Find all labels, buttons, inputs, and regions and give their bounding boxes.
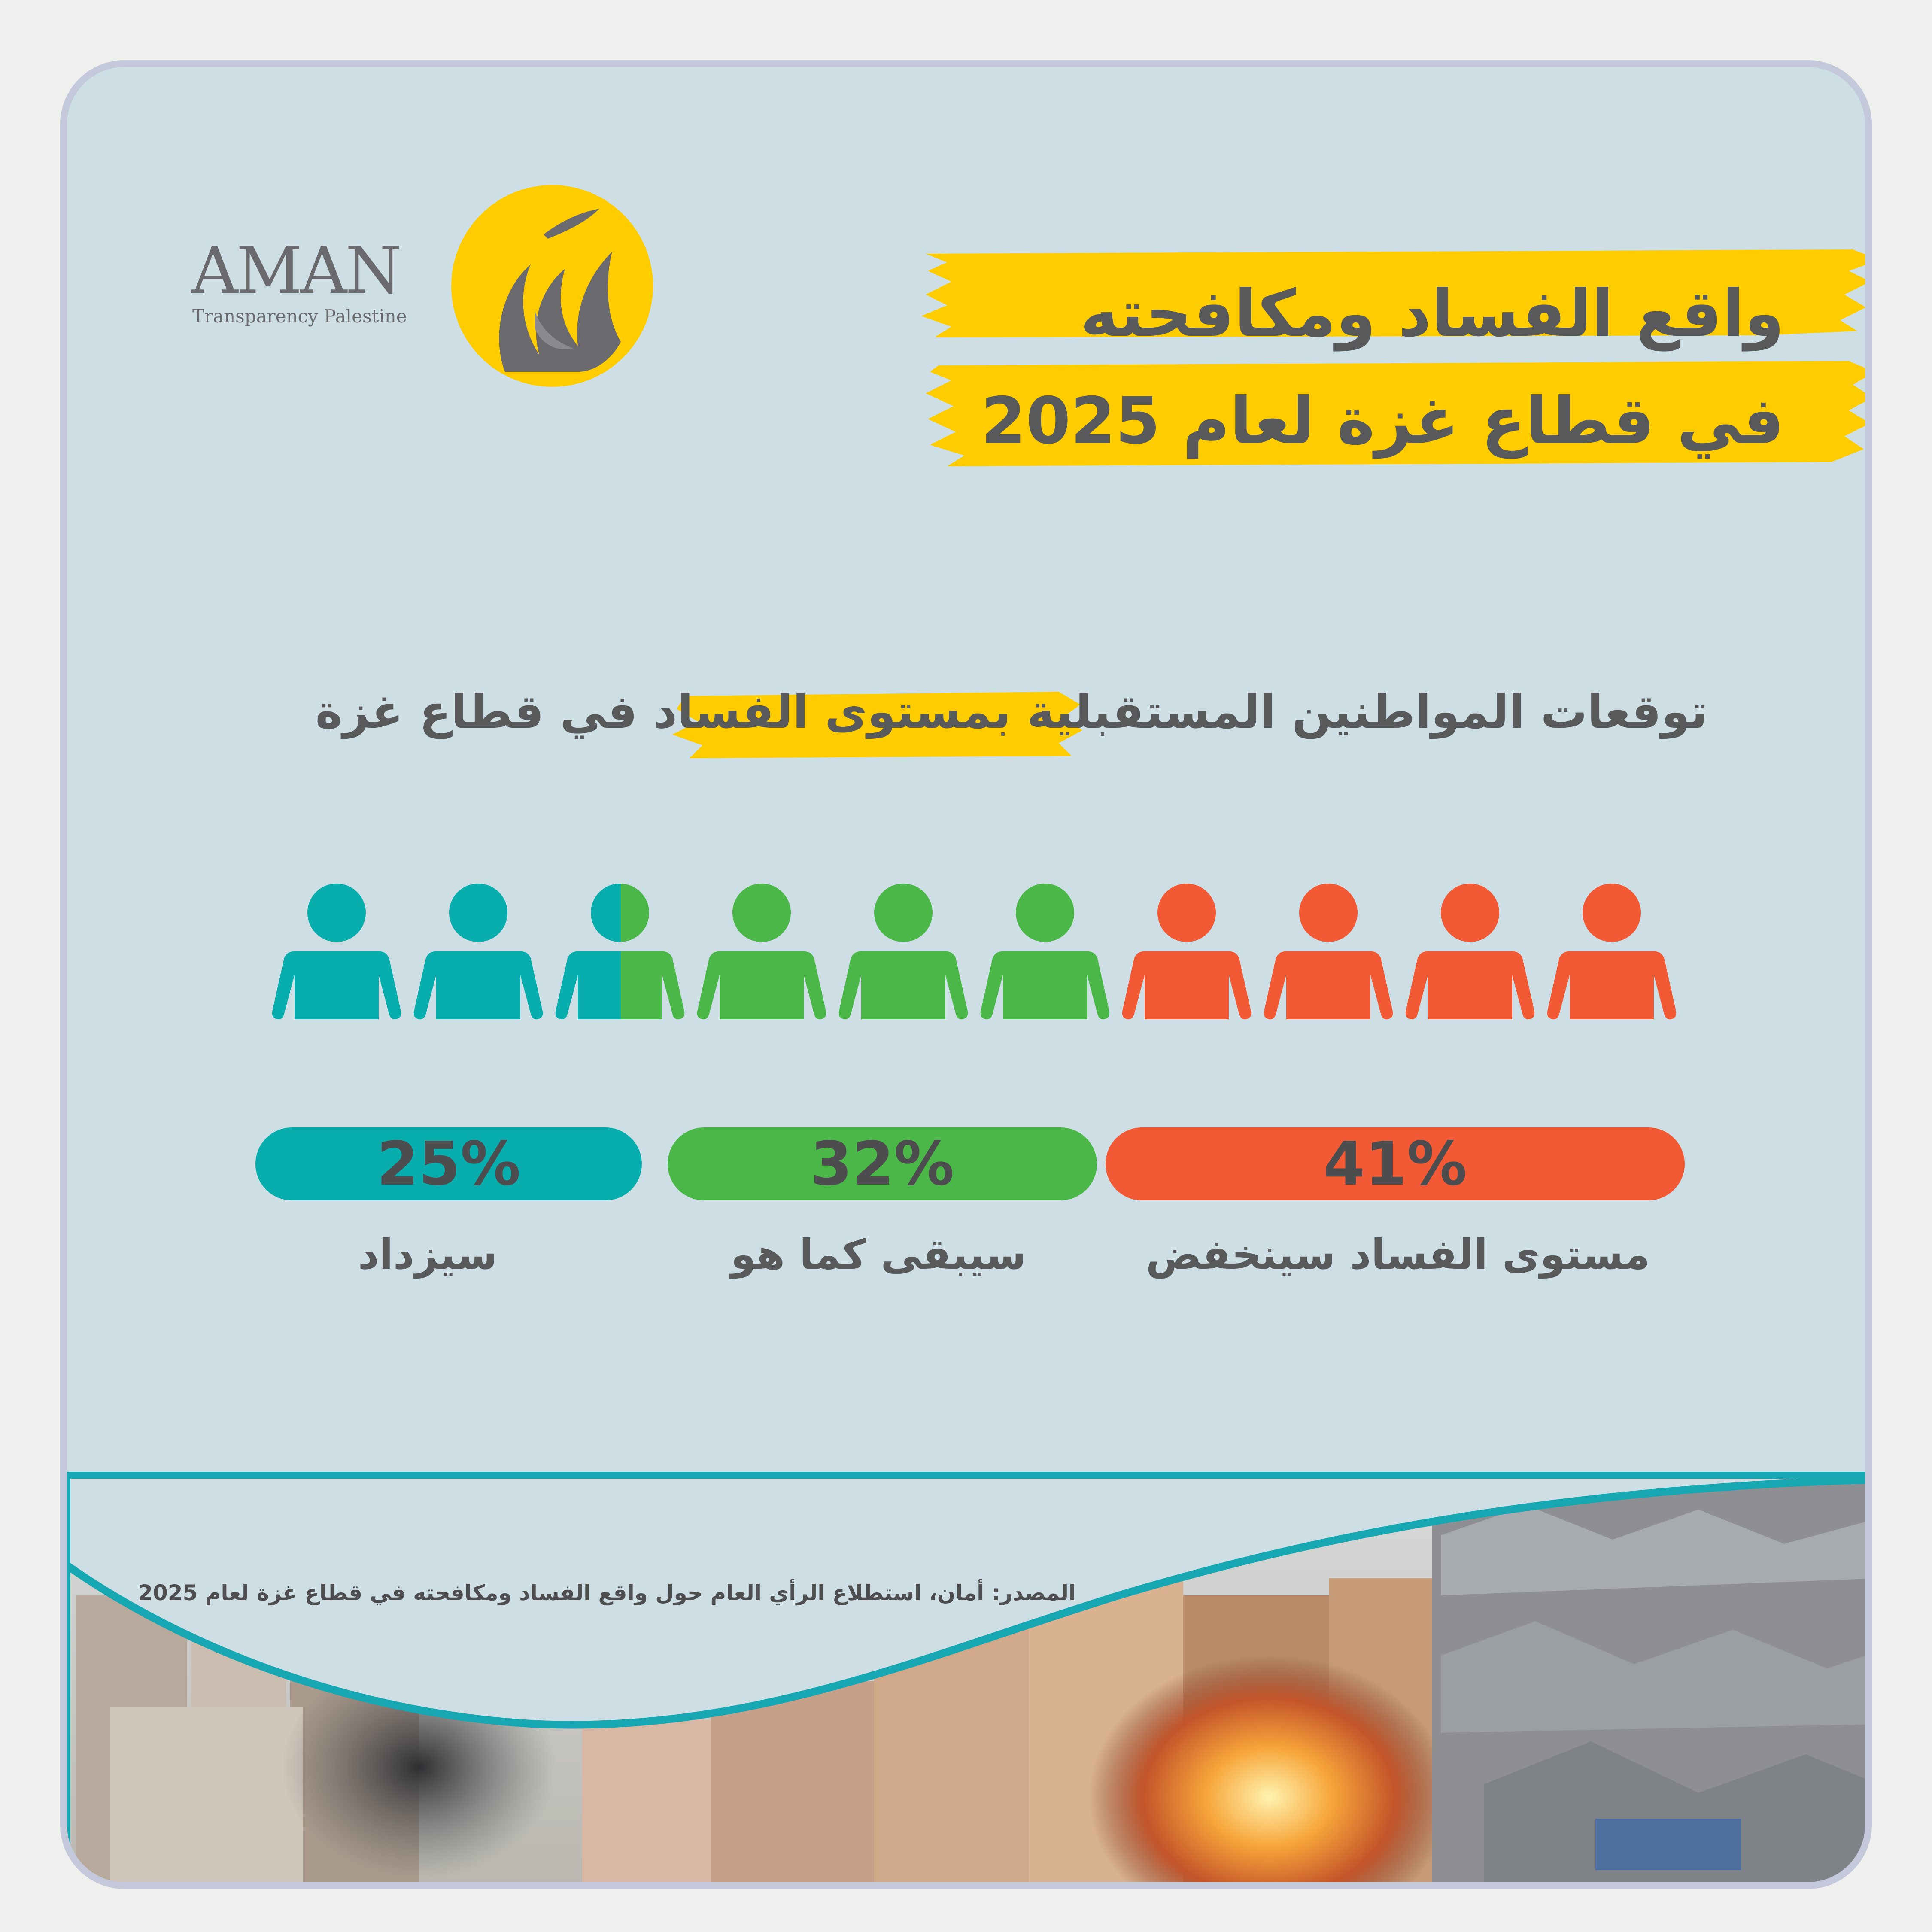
category-label-decrease: مستوى الفساد سينخفض bbox=[1145, 1230, 1650, 1279]
value-label-decrease: 41% bbox=[1323, 1129, 1467, 1199]
chart-title: توقعات المواطنين المستقبلية بمستوى الفساد في قطاع غزة bbox=[315, 685, 1708, 739]
source-note: المصدر: أمان، استطلاع الرأي العام حول واقع الفساد ومكافحته في قطاع غزة لعام 2025 bbox=[138, 1580, 1076, 1605]
value-label-increase: 25% bbox=[377, 1129, 521, 1199]
value-label-same: 32% bbox=[810, 1129, 954, 1199]
title-line-2: في قطاع غزة لعام 2025 bbox=[981, 384, 1784, 459]
category-label-increase: سيزداد bbox=[358, 1230, 498, 1279]
logo-tagline: Transparency Palestine bbox=[192, 306, 407, 327]
title-line-1: واقع الفساد ومكافحته bbox=[1080, 276, 1784, 351]
gaza-destruction-photo bbox=[67, 67, 1872, 1889]
category-label-same: سيبقى كما هو bbox=[730, 1230, 1027, 1279]
logo-name: AMAN bbox=[191, 234, 400, 308]
infographic-card bbox=[60, 60, 1872, 1889]
